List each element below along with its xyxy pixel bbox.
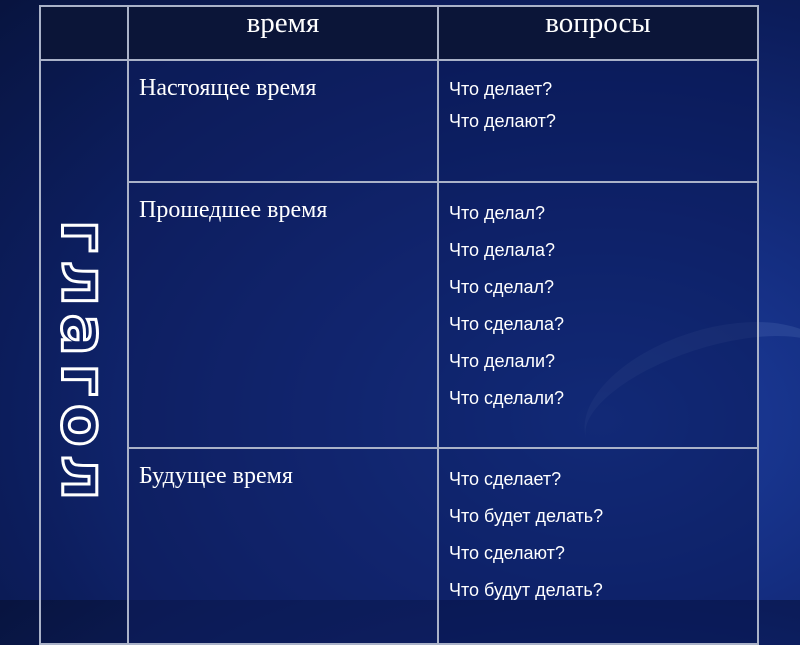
table-row-past: [40, 182, 758, 448]
questions-cell-past: [438, 182, 758, 448]
header-row: [40, 6, 758, 60]
header-questions: вопросы: [438, 6, 758, 60]
question-item: Что сделают?: [449, 543, 565, 563]
side-label-verb: глагол: [47, 219, 121, 508]
table-row-present: [40, 60, 758, 182]
question-item: Что будет делать?: [449, 506, 604, 526]
tense-cell-present: Настоящее время: [128, 60, 438, 182]
question-item: Что сделали?: [449, 388, 565, 408]
questions-cell-present: [438, 60, 758, 182]
question-item: Что делал?: [449, 203, 545, 223]
question-item: Что сделал?: [449, 277, 554, 297]
question-item: Что делают?: [449, 111, 556, 131]
question-item: Что делает?: [449, 79, 553, 99]
question-item: Что будут делать?: [449, 580, 603, 600]
table-row-future: [40, 448, 758, 644]
header-corner-cell: [40, 6, 128, 60]
tense-cell-past: Прошедшее время: [128, 182, 438, 448]
question-item: Что делали?: [449, 351, 556, 371]
question-item: Что делала?: [449, 240, 556, 260]
question-item: Что сделает?: [449, 469, 562, 489]
side-label-cell: [40, 60, 128, 644]
question-item: Что сделала?: [449, 314, 565, 334]
tense-cell-future: Будущее время: [128, 448, 438, 644]
questions-cell-future: [438, 448, 758, 644]
verb-tense-table: [39, 5, 759, 645]
header-tense: время: [128, 6, 438, 60]
